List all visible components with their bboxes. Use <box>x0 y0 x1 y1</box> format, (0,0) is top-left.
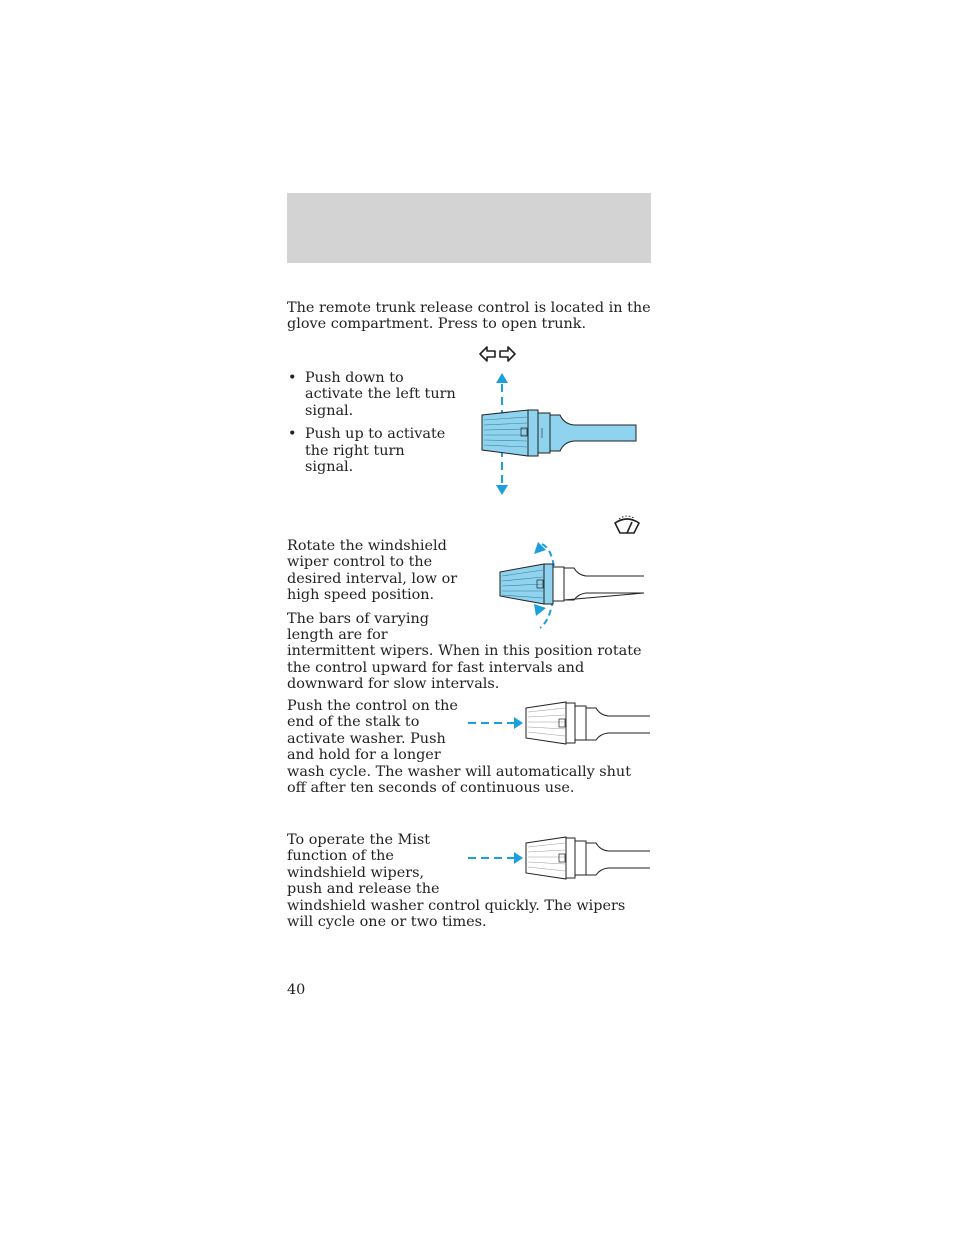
wiper-rotate-text: Rotate the windshield wiper control to the desired interval, low or high speed position. <box>287 538 458 604</box>
turn-signal-instructions <box>287 370 457 482</box>
turn-signal-arrows-icon <box>478 345 518 363</box>
list-item: • Push up to activate the right turn signal. <box>287 426 457 475</box>
section-header-bar <box>287 193 651 263</box>
washer-text: Push the control on the end of the stalk to activate washer. Push and hold for a longer wash cycle. The washer will automatically shut off after ten seconds of continuous use. <box>287 698 631 797</box>
wiper-instructions <box>287 538 651 693</box>
mist-push-stalk-illustration <box>468 836 650 886</box>
windshield-wiper-icon <box>613 515 641 537</box>
list-item: • Push down to activate the left turn signal. <box>287 370 457 419</box>
washer-instructions <box>287 698 651 796</box>
wiper-rotate-stalk-illustration <box>482 538 648 634</box>
trunk-release-text: The remote trunk release control is located in the glove compartment. Press to open trunk. <box>287 300 651 333</box>
turn-signal-stalk-illustration <box>470 370 645 498</box>
mist-instructions <box>287 832 651 930</box>
page-number: 40 <box>287 982 306 998</box>
wiper-intermittent-text: The bars of varying length are for intermittent wipers. When in this position rotate the control upward for fast intervals and downward for slow intervals. <box>287 610 642 693</box>
washer-push-stalk-illustration <box>468 700 650 752</box>
mist-text: To operate the Mist function of the windshield wipers, push and release the windshield washer control quickly. The wipers will cycle one or two times. <box>287 832 626 931</box>
